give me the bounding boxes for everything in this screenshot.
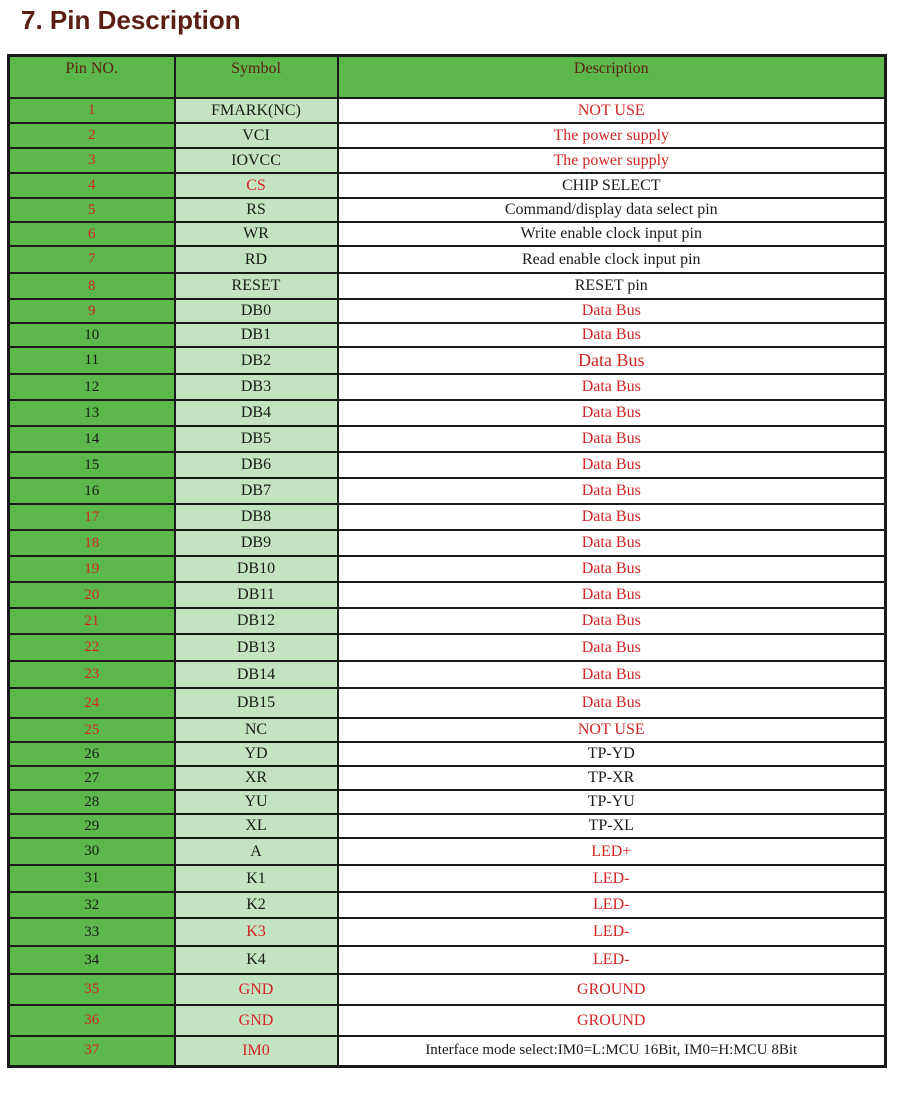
table-row — [9, 688, 886, 718]
pin-description-cell: Data Bus — [338, 504, 886, 530]
pin-number-cell: 12 — [9, 374, 175, 400]
table-row — [9, 974, 886, 1005]
pin-description-cell: Data Bus — [338, 374, 886, 400]
table-row — [9, 198, 886, 222]
table-row — [9, 222, 886, 246]
table-row — [9, 814, 886, 838]
pin-number-cell: 24 — [9, 688, 175, 718]
pin-description-cell: TP-XR — [338, 766, 886, 790]
pin-number-cell: 36 — [9, 1005, 175, 1036]
pin-symbol-cell: DB11 — [175, 582, 338, 608]
pin-description-cell: The power supply — [338, 123, 886, 148]
pin-description-cell: LED- — [338, 892, 886, 918]
pin-number-cell: 32 — [9, 892, 175, 918]
pin-symbol-cell: DB3 — [175, 374, 338, 400]
table-row — [9, 273, 886, 299]
column-header-description: Description — [338, 56, 886, 99]
pin-symbol-cell: DB0 — [175, 299, 338, 323]
pin-number-cell: 31 — [9, 865, 175, 892]
pin-symbol-cell: DB7 — [175, 478, 338, 504]
table-row — [9, 123, 886, 148]
pin-rows — [9, 98, 886, 1066]
table-row — [9, 718, 886, 742]
pin-description-cell: Write enable clock input pin — [338, 222, 886, 246]
pin-number-cell: 30 — [9, 838, 175, 865]
pin-description-cell: NOT USE — [338, 98, 886, 123]
pin-symbol-cell: DB13 — [175, 634, 338, 661]
pin-symbol-cell: XL — [175, 814, 338, 838]
table-row — [9, 766, 886, 790]
pin-description-cell: Data Bus — [338, 608, 886, 634]
pin-symbol-cell: DB15 — [175, 688, 338, 718]
pin-symbol-cell: DB12 — [175, 608, 338, 634]
pin-symbol-cell: GND — [175, 1005, 338, 1036]
pin-description-cell: Data Bus — [338, 299, 886, 323]
pin-symbol-cell: FMARK(NC) — [175, 98, 338, 123]
table-row — [9, 742, 886, 766]
pin-number-cell: 27 — [9, 766, 175, 790]
pin-number-cell: 28 — [9, 790, 175, 814]
table-row — [9, 374, 886, 400]
pin-number-cell: 25 — [9, 718, 175, 742]
pin-description-cell: Data Bus — [338, 661, 886, 688]
table-row — [9, 173, 886, 198]
column-header-pin-no: Pin NO. — [9, 56, 175, 99]
pin-description-cell: Data Bus — [338, 688, 886, 718]
pin-description-cell: Read enable clock input pin — [338, 246, 886, 273]
pin-number-cell: 23 — [9, 661, 175, 688]
table-row — [9, 400, 886, 426]
pin-symbol-cell: YU — [175, 790, 338, 814]
pin-symbol-cell: DB14 — [175, 661, 338, 688]
pin-description-cell: TP-XL — [338, 814, 886, 838]
pin-symbol-cell: IOVCC — [175, 148, 338, 173]
pin-number-cell: 6 — [9, 222, 175, 246]
pin-number-cell: 1 — [9, 98, 175, 123]
pin-description-cell: Data Bus — [338, 452, 886, 478]
pin-description-cell: Command/display data select pin — [338, 198, 886, 222]
pin-description-cell: GROUND — [338, 974, 886, 1005]
table-row — [9, 1005, 886, 1036]
pin-symbol-cell: GND — [175, 974, 338, 1005]
pin-number-cell: 7 — [9, 246, 175, 273]
pin-number-cell: 20 — [9, 582, 175, 608]
pin-number-cell: 5 — [9, 198, 175, 222]
pin-number-cell: 13 — [9, 400, 175, 426]
pin-symbol-cell: DB10 — [175, 556, 338, 582]
table-row — [9, 299, 886, 323]
pin-description-cell: TP-YU — [338, 790, 886, 814]
table-row — [9, 323, 886, 347]
table-row — [9, 608, 886, 634]
table-row — [9, 556, 886, 582]
pin-number-cell: 22 — [9, 634, 175, 661]
pin-number-cell: 33 — [9, 918, 175, 946]
pin-symbol-cell: WR — [175, 222, 338, 246]
pin-symbol-cell: DB5 — [175, 426, 338, 452]
pin-symbol-cell: RESET — [175, 273, 338, 299]
table-row — [9, 246, 886, 273]
pin-number-cell: 14 — [9, 426, 175, 452]
pin-symbol-cell: K3 — [175, 918, 338, 946]
pin-symbol-cell: K2 — [175, 892, 338, 918]
table-row — [9, 530, 886, 556]
pin-number-cell: 18 — [9, 530, 175, 556]
pin-description-cell: Data Bus — [338, 347, 886, 374]
pin-symbol-cell: DB8 — [175, 504, 338, 530]
table-row — [9, 946, 886, 974]
pin-number-cell: 8 — [9, 273, 175, 299]
pin-number-cell: 19 — [9, 556, 175, 582]
pin-description-cell: RESET pin — [338, 273, 886, 299]
pin-symbol-cell: RD — [175, 246, 338, 273]
pin-symbol-cell: K4 — [175, 946, 338, 974]
table-row — [9, 148, 886, 173]
pin-symbol-cell: RS — [175, 198, 338, 222]
pin-symbol-cell: DB6 — [175, 452, 338, 478]
pin-description-cell: Data Bus — [338, 400, 886, 426]
pin-symbol-cell: DB1 — [175, 323, 338, 347]
table-row — [9, 634, 886, 661]
pin-symbol-cell: DB4 — [175, 400, 338, 426]
pin-number-cell: 29 — [9, 814, 175, 838]
pin-number-cell: 11 — [9, 347, 175, 374]
pin-number-cell: 4 — [9, 173, 175, 198]
pin-description-cell: GROUND — [338, 1005, 886, 1036]
pin-description-cell: CHIP SELECT — [338, 173, 886, 198]
pin-number-cell: 2 — [9, 123, 175, 148]
table-header-row — [9, 56, 886, 99]
table-row — [9, 790, 886, 814]
table-row — [9, 426, 886, 452]
table-row — [9, 838, 886, 865]
pin-description-cell: The power supply — [338, 148, 886, 173]
pin-number-cell: 34 — [9, 946, 175, 974]
table-row — [9, 504, 886, 530]
pin-symbol-cell: IM0 — [175, 1036, 338, 1066]
pin-description-cell: NOT USE — [338, 718, 886, 742]
table-row — [9, 347, 886, 374]
pin-number-cell: 15 — [9, 452, 175, 478]
pin-description-cell: Data Bus — [338, 530, 886, 556]
pin-description-cell: Data Bus — [338, 478, 886, 504]
pin-symbol-cell: A — [175, 838, 338, 865]
pin-description-cell: LED- — [338, 865, 886, 892]
table-row — [9, 918, 886, 946]
pin-symbol-cell: NC — [175, 718, 338, 742]
pin-symbol-cell: VCI — [175, 123, 338, 148]
table-row — [9, 661, 886, 688]
pin-number-cell: 17 — [9, 504, 175, 530]
table-row — [9, 582, 886, 608]
pin-symbol-cell: YD — [175, 742, 338, 766]
pin-description-cell: Data Bus — [338, 426, 886, 452]
pin-description-cell: LED- — [338, 946, 886, 974]
pin-description-cell: Data Bus — [338, 323, 886, 347]
pin-description-cell: Data Bus — [338, 556, 886, 582]
table-row — [9, 478, 886, 504]
pin-description-cell: Data Bus — [338, 634, 886, 661]
pin-symbol-cell: XR — [175, 766, 338, 790]
pin-number-cell: 26 — [9, 742, 175, 766]
pin-number-cell: 16 — [9, 478, 175, 504]
pin-number-cell: 35 — [9, 974, 175, 1005]
pin-number-cell: 10 — [9, 323, 175, 347]
pin-number-cell: 37 — [9, 1036, 175, 1066]
table-row — [9, 98, 886, 123]
pin-description-cell: LED+ — [338, 838, 886, 865]
pin-description-cell: LED- — [338, 918, 886, 946]
pin-symbol-cell: CS — [175, 173, 338, 198]
pin-description-table — [7, 54, 887, 1068]
pin-description-cell: Data Bus — [338, 582, 886, 608]
pin-number-cell: 21 — [9, 608, 175, 634]
pin-number-cell: 9 — [9, 299, 175, 323]
pin-description-cell: Interface mode select:IM0=L:MCU 16Bit, IM0=H:MCU 8Bit — [338, 1036, 886, 1066]
pin-symbol-cell: DB2 — [175, 347, 338, 374]
pin-number-cell: 3 — [9, 148, 175, 173]
pin-description-cell: TP-YD — [338, 742, 886, 766]
column-header-symbol: Symbol — [175, 56, 338, 99]
table-row — [9, 452, 886, 478]
table-row — [9, 1036, 886, 1066]
page-title: 7. Pin Description — [21, 5, 241, 35]
pin-symbol-cell: DB9 — [175, 530, 338, 556]
table-row — [9, 892, 886, 918]
table-row — [9, 865, 886, 892]
pin-symbol-cell: K1 — [175, 865, 338, 892]
